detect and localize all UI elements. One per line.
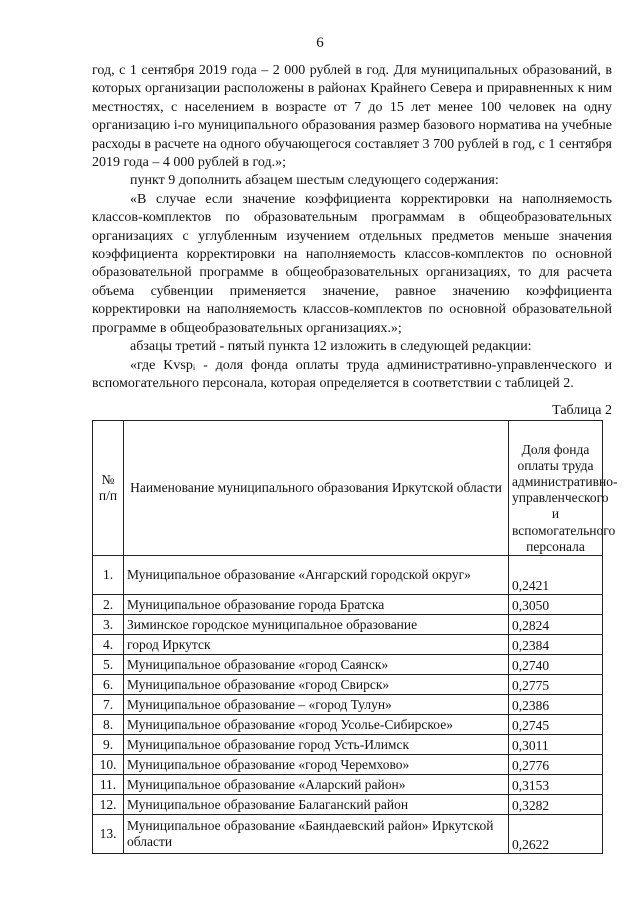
row-name: Муниципальное образование «город Свирск»: [124, 675, 509, 695]
data-table: [92, 420, 618, 854]
row-name: Муниципальное образование «Аларский район»: [124, 775, 509, 795]
row-value: 0,3050: [509, 595, 603, 615]
row-num: 11.: [93, 775, 124, 795]
table-row: [93, 735, 603, 755]
row-name: Муниципальное образование «Ангарский городской округ»: [124, 556, 509, 595]
row-num: 2.: [93, 595, 124, 615]
paragraph: пункт 9 дополнить абзацем шестым следующего содержания:: [130, 173, 499, 189]
row-num: 9.: [93, 735, 124, 755]
row-name: Муниципальное образование города Братска: [124, 595, 509, 615]
table-row: [93, 655, 603, 675]
table-row: [93, 795, 603, 815]
table-header-row: [93, 421, 603, 556]
row-value: 0,2421: [509, 556, 603, 595]
paragraph: абзацы третий - пятый пункта 12 изложить в следующей редакции:: [130, 339, 532, 355]
row-name: город Иркутск: [124, 635, 509, 655]
paragraph: «где Kvspᵢ - доля фонда оплаты труда административно-управленческого и вспомогательного персонала, которая определяется в соответствии с таблицей 2.: [92, 357, 612, 391]
paragraph: «В случае если значение коэффициента корректировки на наполняемость классов-комплектов по образовательным программам в общеобразовательных организациях с углубленным изучением отдельных предметов меньше значения коэффициента корректировки на наполняемость классов-комплектов по основной образовательной программе в общеобразовательных организациях, то для расчета объема субвенции применяется значение, равное значению коэффициента корректировки на наполняемость классов-комплектов по основной образовательной программе в общеобразовательных организациях.»;: [92, 191, 612, 336]
row-name: Муниципальное образование город Усть-Илимск: [124, 735, 509, 755]
row-value: 0,2775: [509, 675, 603, 695]
row-num: 8.: [93, 715, 124, 735]
row-num: 1.: [93, 556, 124, 595]
row-num: 13.: [93, 815, 124, 854]
table-row: [93, 695, 603, 715]
row-num: 10.: [93, 755, 124, 775]
row-value: 0,3153: [509, 775, 603, 795]
row-name: Муниципальное образование «Баяндаевский район» Иркутской области: [124, 815, 509, 854]
row-value: 0,2824: [509, 615, 603, 635]
row-name: Муниципальное образование «город Саянск»: [124, 655, 509, 675]
row-name: Муниципальное образование «город Черемхово»: [124, 755, 509, 775]
table-row: [93, 815, 603, 854]
table-row: [93, 775, 603, 795]
page-number: 6: [316, 35, 324, 51]
table-row: [93, 615, 603, 635]
table-row: [93, 556, 603, 595]
row-num: 12.: [93, 795, 124, 815]
paragraph: год, с 1 сентября 2019 года – 2 000 рублей в год. Для муниципальных образований, в которых организации расположены в районах Крайнего Севера и приравненных к ним местностях, с населением в возрасте от 7 до 15 лет менее 100 человек на одну организацию i-го муниципального образования размер базового норматива на учебные расходы в расчете на одного обучающегося составляет 3 700 рублей в год, с 1 сентября 2019 года – 4 000 рублей в год.»;: [92, 63, 612, 171]
row-num: 7.: [93, 695, 124, 715]
row-value: 0,2745: [509, 715, 603, 735]
header-num: № п/п: [93, 421, 124, 556]
row-num: 5.: [93, 655, 124, 675]
table-row: [93, 595, 603, 615]
table-row: [93, 675, 603, 695]
row-name: Зиминское городское муниципальное образование: [124, 615, 509, 635]
row-name: Муниципальное образование – «город Тулун»: [124, 695, 509, 715]
row-value: 0,2776: [509, 755, 603, 775]
row-value: 0,3011: [509, 735, 603, 755]
header-name: Наименование муниципального образования Иркутской области: [124, 421, 509, 556]
row-value: 0,2622: [509, 815, 603, 854]
table-row: [93, 715, 603, 735]
table-row: [93, 635, 603, 655]
header-value: Доля фонда оплаты труда административно-управленческого и вспомогательного персонала: [509, 421, 603, 556]
row-name: Муниципальное образование Балаганский район: [124, 795, 509, 815]
document-body: [92, 62, 612, 393]
row-value: 0,2740: [509, 655, 603, 675]
table-row: [93, 755, 603, 775]
row-value: 0,2386: [509, 695, 603, 715]
row-name: Муниципальное образование «город Усолье-Сибирское»: [124, 715, 509, 735]
table-caption: Таблица 2: [552, 403, 612, 418]
row-num: 6.: [93, 675, 124, 695]
row-value: 0,2384: [509, 635, 603, 655]
row-value: 0,3282: [509, 795, 603, 815]
row-num: 4.: [93, 635, 124, 655]
row-num: 3.: [93, 615, 124, 635]
